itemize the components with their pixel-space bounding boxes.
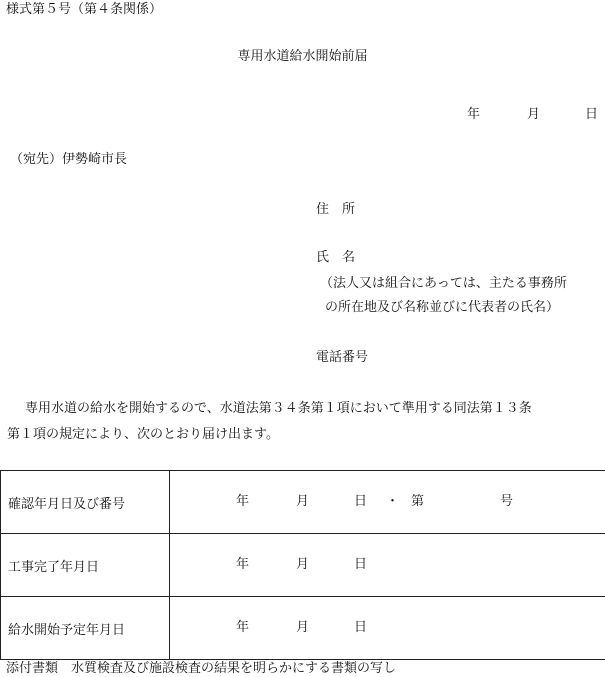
row-label: 給水開始予定年月日 — [1, 597, 170, 660]
addressee: （宛先）伊勢崎市長 — [10, 152, 128, 167]
day-label: 日 — [354, 557, 368, 572]
corporation-note-line1: （法人又は組合にあっては、主たる事務所 — [320, 276, 567, 291]
row-value — [170, 534, 605, 597]
table-row — [1, 471, 605, 534]
number-suffix: 号 — [500, 494, 514, 509]
row-value — [170, 471, 605, 534]
date-month-label: 月 — [527, 107, 541, 122]
attachment-note — [6, 662, 396, 675]
number-prefix: 第 — [411, 494, 425, 509]
table-row — [1, 534, 605, 597]
year-label: 年 — [236, 620, 250, 635]
separator-dot: ・ — [386, 494, 400, 509]
month-label: 月 — [296, 557, 310, 572]
day-label: 日 — [354, 494, 368, 509]
info-table — [0, 470, 605, 660]
month-label: 月 — [296, 494, 310, 509]
row-label: 確認年月日及び番号 — [1, 471, 170, 534]
day-label: 日 — [354, 620, 368, 635]
phone-label: 電話番号 — [316, 350, 369, 365]
body-text-line1: 専用水道の給水を開始するので、水道法第３４条第１項において準用する同法第１３条 — [25, 401, 532, 416]
date-year-label: 年 — [467, 107, 481, 122]
date-day-label: 日 — [585, 107, 599, 122]
attachment-label: 添付書類 — [6, 661, 59, 676]
year-label: 年 — [236, 494, 250, 509]
form-number: 様式第５号（第４条関係） — [6, 2, 163, 17]
document-title: 専用水道給水開始前届 — [237, 49, 368, 64]
row-value — [170, 597, 605, 660]
body-text-line2: 第１項の規定により、次のとおり届け出ます。 — [7, 427, 279, 442]
attachment-text: 水質検査及び施設検査の結果を明らかにする書類の写し — [71, 661, 397, 676]
name-label: 氏 名 — [316, 250, 356, 265]
corporation-note-line2: の所在地及び名称並びに代表者の氏名） — [325, 300, 560, 315]
month-label: 月 — [296, 620, 310, 635]
row-label: 工事完了年月日 — [1, 534, 170, 597]
table-row — [1, 597, 605, 660]
year-label: 年 — [236, 557, 250, 572]
address-label: 住 所 — [316, 202, 356, 217]
